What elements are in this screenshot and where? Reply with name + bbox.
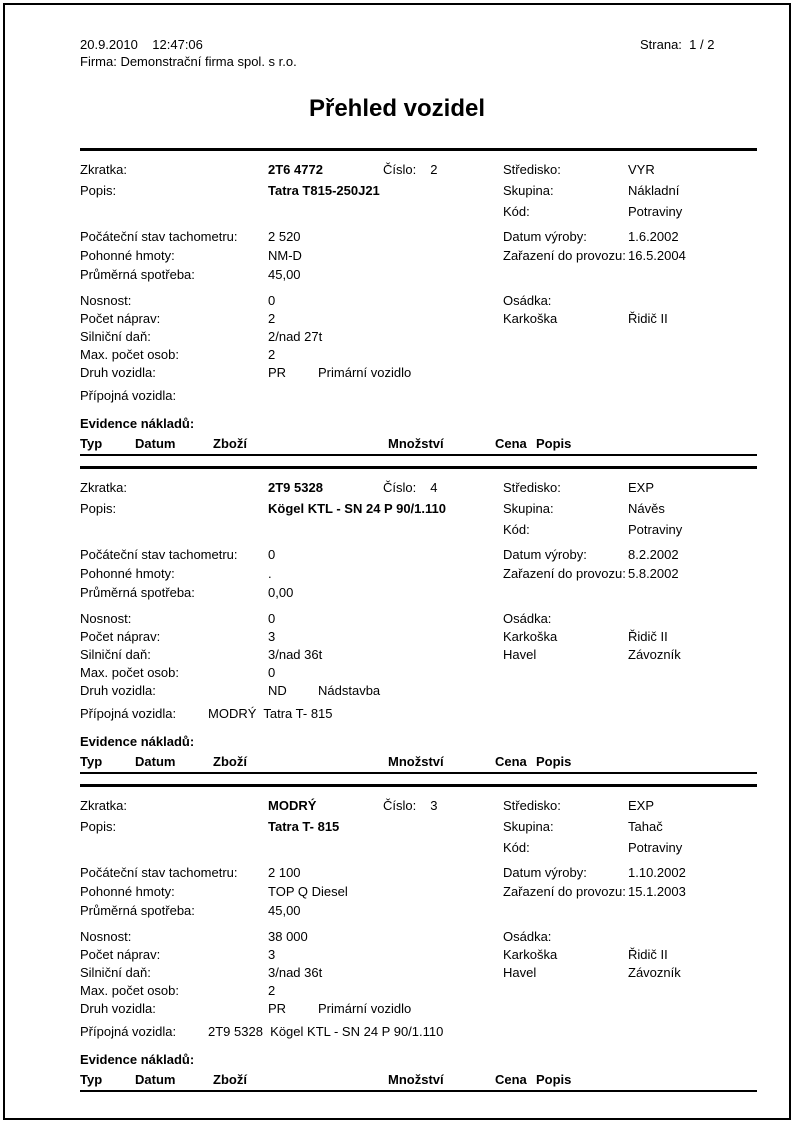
spotreba-value: 45,00	[268, 903, 301, 918]
col-zbozi: Zboží	[213, 1072, 247, 1087]
col-typ: Typ	[80, 436, 103, 451]
col-datum: Datum	[135, 436, 176, 451]
evidence-table-header	[80, 1069, 757, 1092]
dan-label: Silniční daň:	[80, 965, 151, 980]
pohonne-hmoty-label: Pohonné hmoty:	[80, 566, 175, 581]
dan-value: 2/nad 27t	[268, 329, 323, 344]
vehicle-section	[80, 466, 757, 784]
pripojna-label: Přípojná vozidla:	[80, 1024, 177, 1039]
crew-role: Závozník	[628, 965, 681, 980]
spotreba-value: 45,00	[268, 267, 301, 282]
skupina-label: Skupina:	[503, 183, 554, 198]
spotreba-label: Průměrná spotřeba:	[80, 903, 195, 918]
cislo-field	[383, 159, 503, 180]
max-osob-label: Max. počet osob:	[80, 665, 179, 680]
kod-label: Kód:	[503, 840, 530, 855]
cislo-value: 4	[430, 480, 438, 495]
zarazeni-label: Zařazení do provozu:	[503, 884, 626, 899]
druh-label: Druh vozidla:	[80, 1001, 156, 1016]
crew-role: Řidič II	[628, 311, 668, 326]
zarazeni-label: Zařazení do provozu:	[503, 566, 626, 581]
napravy-value: 3	[268, 947, 276, 962]
datum-vyroby-value: 1.6.2002	[628, 229, 679, 244]
stredisko-label: Středisko:	[503, 480, 561, 495]
pripojna-value: MODRÝ Tatra T- 815	[208, 706, 333, 721]
skupina-label: Skupina:	[503, 501, 554, 516]
crew-name: Karkoška	[503, 311, 558, 326]
datum-vyroby-value: 1.10.2002	[628, 865, 686, 880]
zarazeni-value: 16.5.2004	[628, 248, 686, 263]
druh-label: Druh vozidla:	[80, 365, 156, 380]
vehicle-section	[80, 784, 757, 1102]
datum-vyroby-label: Datum výroby:	[503, 865, 587, 880]
crew-name: Karkoška	[503, 629, 558, 644]
druh-value	[268, 1000, 503, 1018]
popis-value: Tatra T815-250J21	[268, 183, 380, 198]
zarazeni-value: 5.8.2002	[628, 566, 679, 581]
tachometr-value: 2 100	[268, 865, 301, 880]
osadka-label: Osádka:	[503, 929, 552, 944]
nosnost-value: 0	[268, 293, 276, 308]
spotreba-label: Průměrná spotřeba:	[80, 585, 195, 600]
osadka-label: Osádka:	[503, 293, 552, 308]
stredisko-label: Středisko:	[503, 798, 561, 813]
druh-nazev: Primární vozidlo	[318, 365, 412, 380]
dan-label: Silniční daň:	[80, 329, 151, 344]
col-typ: Typ	[80, 1072, 103, 1087]
pripojna-label: Přípojná vozidla:	[80, 706, 177, 721]
nosnost-value: 0	[268, 611, 276, 626]
pohonne-hmoty-label: Pohonné hmoty:	[80, 248, 175, 263]
cislo-label: Číslo:	[383, 480, 417, 495]
tachometr-label: Počáteční stav tachometru:	[80, 547, 238, 562]
zkratka-label: Zkratka:	[80, 162, 127, 177]
kod-label: Kód:	[503, 522, 530, 537]
datum-vyroby-value: 8.2.2002	[628, 547, 679, 562]
nosnost-label: Nosnost:	[80, 929, 132, 944]
crew-name: Havel	[503, 965, 537, 980]
popis-label: Popis:	[80, 501, 117, 516]
pohonne-hmoty-label: Pohonné hmoty:	[80, 884, 175, 899]
osadka-label: Osádka:	[503, 611, 552, 626]
druh-label: Druh vozidla:	[80, 683, 156, 698]
max-osob-value: 2	[268, 983, 276, 998]
druh-kod: ND	[268, 683, 287, 698]
stredisko-value: EXP	[628, 798, 655, 813]
skupina-value: Návěs	[628, 501, 665, 516]
pripojna-value	[208, 386, 757, 405]
popis-value: Kögel KTL - SN 24 P 90/1.110	[268, 501, 446, 516]
crew-role: Závozník	[628, 647, 681, 662]
cislo-value: 3	[430, 798, 438, 813]
crew-role: Řidič II	[628, 947, 668, 962]
kod-value: Potraviny	[628, 204, 683, 219]
crew-name: Karkoška	[503, 947, 558, 962]
report-title: Přehled vozidel	[308, 95, 486, 122]
col-cena: Cena	[495, 1072, 527, 1087]
col-popis: Popis	[536, 754, 572, 769]
max-osob-label: Max. počet osob:	[80, 347, 179, 362]
zkratka-value: 2T9 5328	[268, 480, 323, 495]
nosnost-value: 38 000	[268, 929, 308, 944]
pohonne-hmoty-value: .	[268, 566, 272, 581]
col-cena: Cena	[495, 436, 527, 451]
col-cena: Cena	[495, 754, 527, 769]
dan-value: 3/nad 36t	[268, 965, 323, 980]
zkratka-label: Zkratka:	[80, 480, 127, 495]
stredisko-label: Středisko:	[503, 162, 561, 177]
datum-vyroby-label: Datum výroby:	[503, 229, 587, 244]
zkratka-value: MODRÝ	[268, 798, 317, 813]
druh-value	[268, 364, 503, 382]
max-osob-value: 0	[268, 665, 276, 680]
napravy-label: Počet náprav:	[80, 629, 161, 644]
col-typ: Typ	[80, 754, 103, 769]
popis-value: Tatra T- 815	[268, 819, 340, 834]
col-zbozi: Zboží	[213, 754, 247, 769]
druh-nazev: Primární vozidlo	[318, 1001, 412, 1016]
spotreba-value: 0,00	[268, 585, 294, 600]
crew-name: Havel	[503, 647, 537, 662]
tachometr-value: 0	[268, 547, 276, 562]
datum-vyroby-label: Datum výroby:	[503, 547, 587, 562]
pripojna-value: 2T9 5328 Kögel KTL - SN 24 P 90/1.110	[208, 1024, 444, 1039]
col-mnozstvi: Množství	[388, 754, 444, 769]
cislo-label: Číslo:	[383, 162, 417, 177]
max-osob-value: 2	[268, 347, 276, 362]
evidence-header: Evidence nákladů:	[80, 416, 195, 431]
cislo-label: Číslo:	[383, 798, 417, 813]
evidence-table-header	[80, 433, 757, 456]
napravy-label: Počet náprav:	[80, 947, 161, 962]
kod-value: Potraviny	[628, 522, 683, 537]
skupina-value: Tahač	[628, 819, 663, 834]
popis-label: Popis:	[80, 183, 117, 198]
spotreba-label: Průměrná spotřeba:	[80, 267, 195, 282]
col-zbozi: Zboží	[213, 436, 247, 451]
dan-label: Silniční daň:	[80, 647, 151, 662]
tachometr-label: Počáteční stav tachometru:	[80, 865, 238, 880]
col-datum: Datum	[135, 1072, 176, 1087]
kod-label: Kód:	[503, 204, 530, 219]
druh-value	[268, 682, 503, 700]
pohonne-hmoty-value: NM-D	[268, 248, 302, 263]
col-mnozstvi: Množství	[388, 436, 444, 451]
zarazeni-label: Zařazení do provozu:	[503, 248, 626, 263]
crew-role: Řidič II	[628, 629, 668, 644]
col-popis: Popis	[536, 436, 572, 451]
druh-kod: PR	[268, 1001, 287, 1016]
tachometr-value: 2 520	[268, 229, 301, 244]
company-name: Firma: Demonstrační firma spol. s r.o.	[80, 54, 297, 69]
tachometr-label: Počáteční stav tachometru:	[80, 229, 238, 244]
col-popis: Popis	[536, 1072, 572, 1087]
druh-nazev: Nádstavba	[318, 683, 381, 698]
popis-label: Popis:	[80, 819, 117, 834]
max-osob-label: Max. počet osob:	[80, 983, 179, 998]
pohonne-hmoty-value: TOP Q Diesel	[268, 884, 348, 899]
nosnost-label: Nosnost:	[80, 293, 132, 308]
dan-value: 3/nad 36t	[268, 647, 323, 662]
zarazeni-value: 15.1.2003	[628, 884, 686, 899]
col-mnozstvi: Množství	[388, 1072, 444, 1087]
napravy-value: 2	[268, 311, 276, 326]
col-datum: Datum	[135, 754, 176, 769]
cislo-value: 2	[430, 162, 438, 177]
skupina-label: Skupina:	[503, 819, 554, 834]
stredisko-value: EXP	[628, 480, 655, 495]
report-header	[80, 36, 757, 70]
nosnost-label: Nosnost:	[80, 611, 132, 626]
skupina-value: Nákladní	[628, 183, 680, 198]
druh-kod: PR	[268, 365, 287, 380]
cislo-field	[383, 795, 503, 816]
evidence-header: Evidence nákladů:	[80, 734, 195, 749]
napravy-label: Počet náprav:	[80, 311, 161, 326]
evidence-header: Evidence nákladů:	[80, 1052, 195, 1067]
report-datetime: 20.9.2010 12:47:06	[80, 37, 203, 52]
zkratka-value: 2T6 4772	[268, 162, 323, 177]
pripojna-label: Přípojná vozidla:	[80, 388, 177, 403]
cislo-field	[383, 477, 503, 498]
evidence-table-header	[80, 751, 757, 774]
vehicle-section	[80, 148, 757, 466]
napravy-value: 3	[268, 629, 276, 644]
zkratka-label: Zkratka:	[80, 798, 127, 813]
stredisko-value: VYR	[628, 162, 655, 177]
kod-value: Potraviny	[628, 840, 683, 855]
page-number: Strana: 1 / 2	[640, 37, 715, 52]
